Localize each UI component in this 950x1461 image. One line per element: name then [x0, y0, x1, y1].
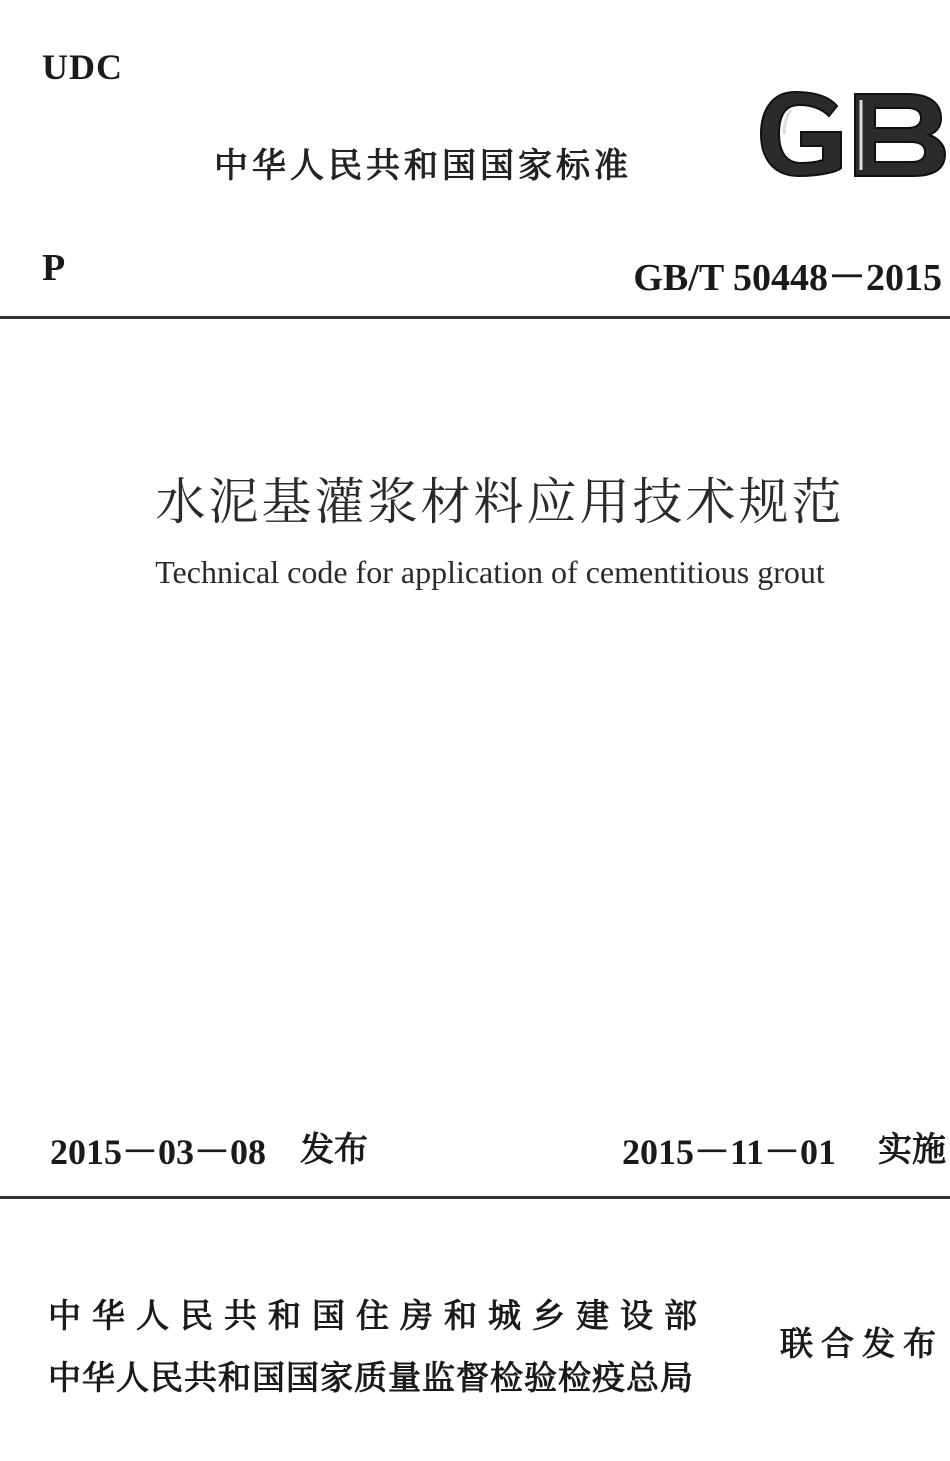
title-chinese: 水泥基灌浆材料应用技术规范: [155, 473, 845, 531]
implementation-date: 2015－11－01: [622, 1132, 837, 1172]
udc-label: UDC: [42, 47, 123, 87]
publisher-line-2: 中华人民共和国国家质量监督检验检疫总局: [48, 1358, 694, 1397]
joint-publish-label: 联合发布: [780, 1324, 944, 1363]
bottom-divider: [0, 1196, 950, 1199]
issue-date: 2015－03－08: [50, 1132, 267, 1172]
publisher-line-1: 中华人民共和国住房和城乡建设部: [48, 1296, 708, 1335]
implementation-label: 实施: [878, 1130, 946, 1170]
top-divider: [0, 316, 950, 319]
issue-label: 发布: [300, 1130, 368, 1170]
standard-number: GB/T 50448－2015: [633, 257, 942, 299]
category-code: P: [42, 247, 66, 289]
title-english: Technical code for application of cementitious grout: [155, 554, 825, 590]
gb-logo: [757, 88, 947, 180]
national-standard-heading: 中华人民共和国国家标准: [214, 146, 632, 186]
